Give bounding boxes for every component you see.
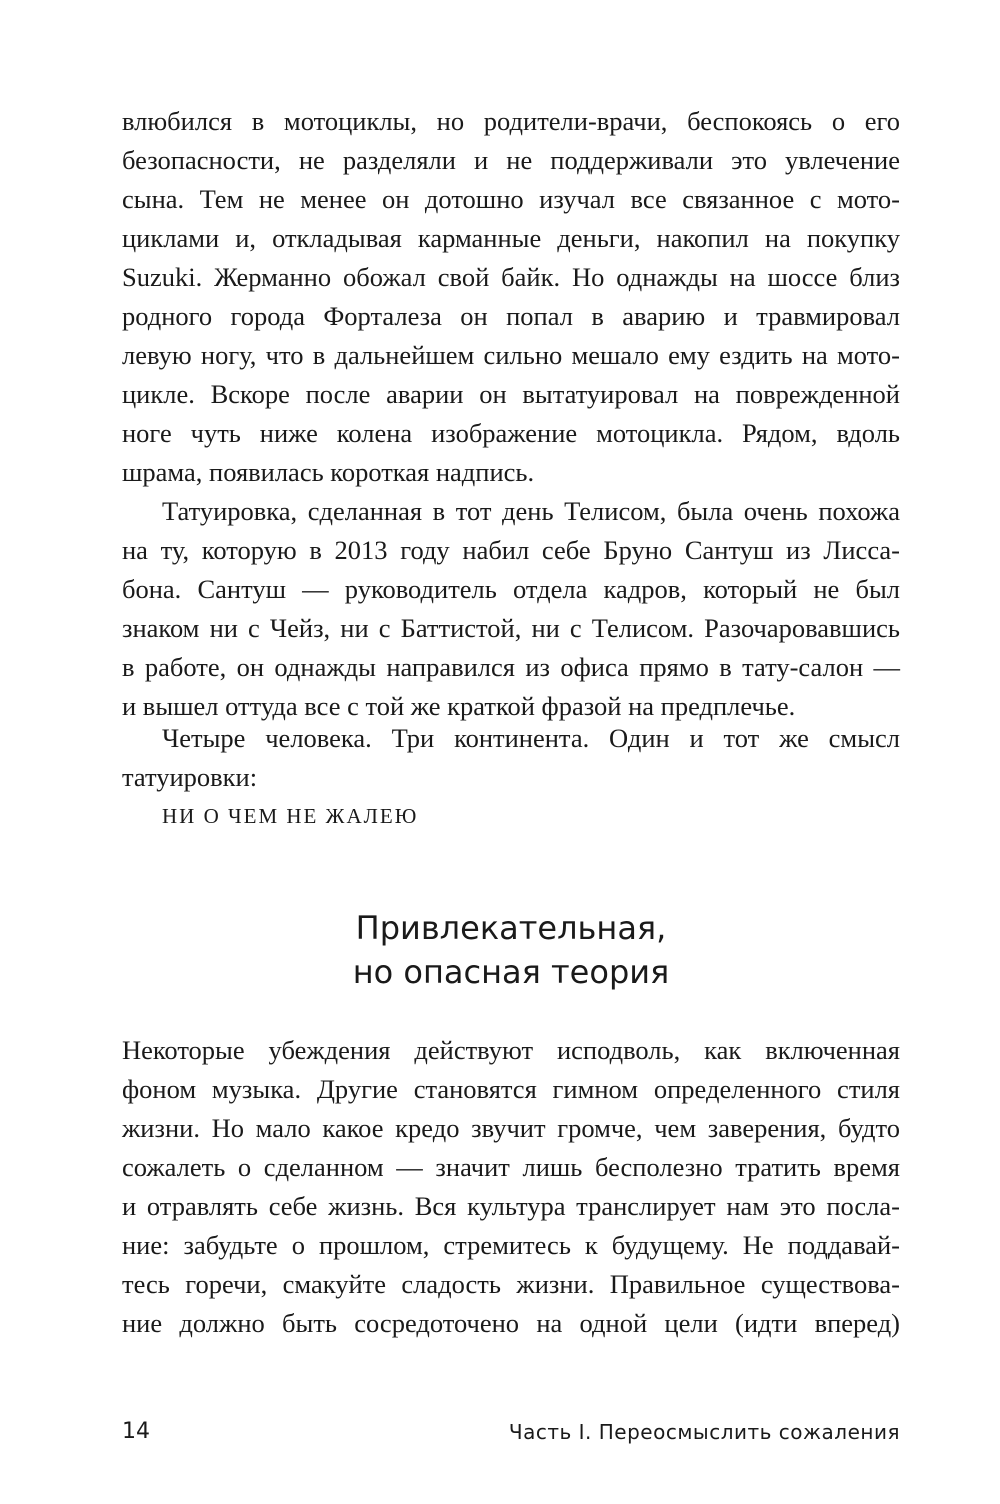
body-line: циклами и, откладывая карманные деньги, накопил на покупку: [122, 223, 900, 253]
body-line: тесь горечи, смакуйте сладость жизни. Правильное существова-: [122, 1269, 900, 1299]
body-line: ние должно быть сосредоточено на одной цели (идти вперед): [122, 1308, 900, 1338]
section-heading-line-1: Привлекательная,: [355, 909, 667, 947]
body-line: бона. Сантуш — руководитель отдела кадров, который не был: [122, 574, 900, 604]
body-line: левую ногу, что в дальнейшем сильно мешало ему ездить на мото-: [122, 340, 900, 370]
body-line: знаком ни с Чейз, ни с Баттистой, ни с Телисом. Разочаровавшись: [122, 613, 900, 643]
body-line: татуировки:: [122, 762, 258, 792]
body-line: цикле. Вскоре после аварии он вытатуировал на поврежденной: [122, 379, 900, 409]
paragraph-first-line: Татуировка, сделанная в тот день Телисом, была очень похожа: [162, 496, 900, 526]
body-line: влюбился в мотоциклы, но родители-врачи, беспокоясь о его: [122, 106, 900, 136]
body-line: родного города Форталеза он попал в аварию и травмировал: [122, 301, 900, 331]
paragraph-first-line: Четыре человека. Три континента. Один и тот же смысл: [162, 723, 900, 753]
body-line: сожалеть о сделанном — значит лишь бесполезно тратить время: [122, 1152, 900, 1182]
body-line: фоном музыка. Другие становятся гимном определенного стиля: [122, 1074, 900, 1104]
running-head: Часть I. Переосмыслить сожаления: [508, 1420, 900, 1444]
body-line: и вышел оттуда все с той же краткой фразой на предплечье.: [122, 691, 796, 721]
body-line: на ту, которую в 2013 году набил себе Бруно Сантуш из Лисса-: [122, 535, 900, 565]
body-line: ноге чуть ниже колена изображение мотоцикла. Рядом, вдоль: [122, 418, 900, 448]
body-line: безопасности, не разделяли и не поддерживали это увлечение: [122, 145, 900, 175]
section-heading-line-2: но опасная теория: [352, 953, 670, 991]
body-line: в работе, он однажды направился из офиса прямо в тату-салон —: [122, 652, 900, 682]
body-line: жизни. Но мало какое кредо звучит громче, чем заверения, будто: [122, 1113, 900, 1143]
body-line: ние: забудьте о прошлом, стремитесь к будущему. Не поддавай-: [122, 1230, 900, 1260]
body-line: Некоторые убеждения действуют исподволь, как включенная: [122, 1035, 900, 1065]
body-line: и отравлять себе жизнь. Вся культура транслирует нам это посла-: [122, 1191, 900, 1221]
tattoo-phrase: НИ О ЧЕМ НЕ ЖАЛЕЮ: [162, 804, 419, 828]
body-line: шрама, появилась короткая надпись.: [122, 457, 535, 487]
body-line: Suzuki. Жерманно обожал свой байк. Но однажды на шоссе близ: [122, 262, 900, 292]
body-line: сына. Тем не менее он дотошно изучал все связанное с мото-: [122, 184, 900, 214]
page-number: 14: [122, 1419, 150, 1444]
